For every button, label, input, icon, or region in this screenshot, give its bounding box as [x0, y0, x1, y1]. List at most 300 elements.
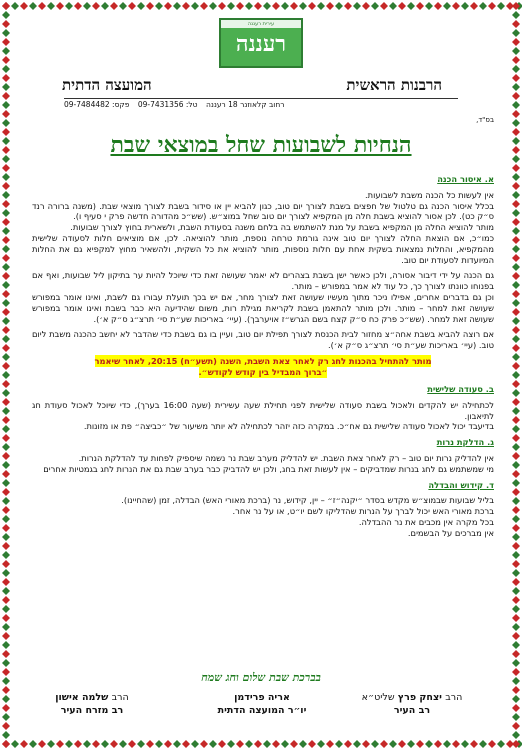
border-diamond — [497, 2, 505, 10]
logo-top-line: עירית רעננה — [221, 20, 301, 28]
border-diamond — [512, 236, 520, 244]
border-diamond — [164, 740, 172, 748]
sig-prefix: הרב — [111, 692, 129, 703]
border-diamond — [2, 479, 10, 487]
border-diamond — [2, 425, 10, 433]
border-diamond — [512, 722, 520, 730]
border-diamond — [512, 254, 520, 262]
border-diamond — [512, 596, 520, 604]
border-diamond — [2, 83, 10, 91]
border-diamond — [2, 695, 10, 703]
border-diamond — [2, 227, 10, 235]
section-d-paragraph: בכל מקרה אין מכבים את נר ההבדלה. — [358, 516, 494, 527]
border-diamond — [2, 515, 10, 523]
highlight-notice — [32, 356, 494, 378]
border-diamond — [2, 470, 10, 478]
border-diamond — [128, 740, 136, 748]
border-diamond — [182, 2, 190, 10]
border-diamond — [452, 740, 460, 748]
border-diamond — [11, 2, 19, 10]
border-diamond — [2, 650, 10, 658]
border-diamond — [512, 497, 520, 505]
border-diamond — [2, 641, 10, 649]
border-diamond — [2, 200, 10, 208]
border-diamond — [362, 740, 370, 748]
border-diamond — [425, 740, 433, 748]
border-diamond — [2, 461, 10, 469]
border-diamond — [146, 2, 154, 10]
border-diamond — [2, 317, 10, 325]
border-diamond — [512, 587, 520, 595]
border-diamond — [479, 740, 487, 748]
border-diamond — [290, 740, 298, 748]
closing-blessing: בברכת שבת שלום וחג שמח — [201, 671, 321, 684]
border-diamond — [29, 740, 37, 748]
border-diamond — [2, 389, 10, 397]
raanana-logo — [219, 18, 303, 68]
border-diamond — [299, 740, 307, 748]
border-diamond — [512, 740, 520, 748]
highlight-line-2: ״ברוך המבדיל בין קודש לקודש״. — [198, 366, 328, 377]
border-diamond — [83, 2, 91, 10]
border-diamond — [2, 731, 10, 739]
border-diamond — [254, 740, 262, 748]
border-diamond — [191, 740, 199, 748]
border-diamond — [191, 2, 199, 10]
signature-rabbi-ishon — [32, 692, 152, 716]
border-diamond — [2, 722, 10, 730]
border-diamond — [92, 740, 100, 748]
border-diamond — [512, 425, 520, 433]
border-diamond — [101, 740, 109, 748]
border-diamond — [2, 20, 10, 28]
section-a-paragraph: מותר להוציא החלה מן המקפיא בשבת על מנת להשתמש בה בלחם משנה בסעודת השבת, ולשארית בחוץ לצורך שבועות. — [70, 222, 494, 233]
border-diamond — [281, 2, 289, 10]
border-diamond — [209, 2, 217, 10]
signature-rabbi-peretz — [342, 692, 482, 716]
border-diamond — [488, 740, 496, 748]
border-diamond — [512, 560, 520, 568]
border-diamond — [512, 389, 520, 397]
border-diamond — [443, 740, 451, 748]
border-diamond — [2, 398, 10, 406]
border-diamond — [2, 524, 10, 532]
section-a-paragraph: בכלל איסור הכנה גם טלטול של חפצים בשבת לצורך יום טוב, כגון להביא יין או סידור בשבת לצורך מוצאי שבת. (משנה ברורה רנד ס״ק כט). לכן אסור להוציא בשבת חלה מן המקפיא לצורך יום טוב שחל במוצ״ש. (שש״כ מהדורה חדשה פרק י סעיף ו). — [32, 200, 494, 222]
border-diamond — [2, 659, 10, 667]
border-diamond — [299, 2, 307, 10]
border-diamond — [416, 2, 424, 10]
decorative-border-right — [510, 0, 522, 750]
border-diamond — [65, 2, 73, 10]
rabbinate-title: הרבנות הראשית — [346, 76, 442, 94]
border-diamond — [173, 740, 181, 748]
border-diamond — [2, 182, 10, 190]
border-diamond — [2, 191, 10, 199]
border-diamond — [101, 2, 109, 10]
border-diamond — [512, 164, 520, 172]
border-diamond — [218, 2, 226, 10]
border-diamond — [110, 740, 118, 748]
border-diamond — [497, 740, 505, 748]
border-diamond — [512, 461, 520, 469]
border-diamond — [2, 299, 10, 307]
border-diamond — [512, 353, 520, 361]
border-diamond — [512, 344, 520, 352]
border-diamond — [2, 632, 10, 640]
border-diamond — [47, 740, 55, 748]
border-diamond — [2, 209, 10, 217]
border-diamond — [272, 2, 280, 10]
border-diamond — [512, 470, 520, 478]
border-diamond — [137, 740, 145, 748]
border-diamond — [2, 2, 10, 10]
border-diamond — [155, 740, 163, 748]
border-diamond — [173, 2, 181, 10]
border-diamond — [371, 2, 379, 10]
border-diamond — [389, 740, 397, 748]
border-diamond — [2, 578, 10, 586]
border-diamond — [83, 740, 91, 748]
border-diamond — [2, 245, 10, 253]
border-diamond — [281, 740, 289, 748]
document-title: הנחיות לשבועות שחל במוצאי שבת — [110, 132, 412, 158]
sig-role: רב מזרח העיר — [60, 705, 124, 716]
border-diamond — [512, 659, 520, 667]
section-b-heading: ב. סעודה שלישית — [427, 383, 494, 394]
border-diamond — [398, 2, 406, 10]
border-diamond — [512, 74, 520, 82]
border-diamond — [20, 740, 28, 748]
border-diamond — [2, 533, 10, 541]
section-a-heading: א. איסור הכנה — [437, 174, 494, 184]
section-a-paragraph: גם הכנה על ידי דיבור אסורה, ולכן כאשר ישן בשבת בצהרים לא יאמר שעושה זאת כדי שיוכל להיות ער בתיקון ליל שבועות, ואף אם בפנוחו כוונתו לצורך כך, כל עוד לא אמר במפורש – מותר. — [32, 270, 494, 292]
border-diamond — [155, 2, 163, 10]
border-diamond — [344, 740, 352, 748]
border-diamond — [512, 335, 520, 343]
border-diamond — [263, 740, 271, 748]
border-diamond — [512, 407, 520, 415]
border-diamond — [2, 254, 10, 262]
border-diamond — [263, 2, 271, 10]
sig-name: אריה פרידמן — [234, 692, 290, 703]
decorative-border-bottom — [0, 738, 522, 750]
border-diamond — [512, 209, 520, 217]
border-diamond — [2, 11, 10, 19]
border-diamond — [512, 146, 520, 154]
border-diamond — [512, 623, 520, 631]
border-diamond — [2, 740, 10, 748]
sig-role: יו״ר המועצה הדתית — [217, 705, 307, 716]
border-diamond — [512, 614, 520, 622]
border-diamond — [92, 2, 100, 10]
border-diamond — [512, 488, 520, 496]
border-diamond — [218, 740, 226, 748]
border-diamond — [2, 506, 10, 514]
border-diamond — [512, 290, 520, 298]
border-diamond — [461, 2, 469, 10]
border-diamond — [512, 479, 520, 487]
section-c-paragraph: מי שמשתמש גם לחג בנרות שמדביקים – אין לעשות זאת בחג, ולכן יש להדביק כבר בערב שבת גם את הנרות לחג בגמטיות אחרים — [43, 463, 494, 474]
border-diamond — [209, 740, 217, 748]
border-diamond — [512, 632, 520, 640]
border-diamond — [512, 506, 520, 514]
border-diamond — [200, 740, 208, 748]
religious-council-title: המועצה הדתית — [62, 76, 152, 94]
border-diamond — [512, 371, 520, 379]
section-d-paragraph: ברכת מאורי האש יכול לברך על הנרות שהדליקו לשם יו״ט, או על נר אחר. — [232, 506, 494, 517]
border-diamond — [2, 155, 10, 163]
border-diamond — [2, 173, 10, 181]
border-diamond — [119, 2, 127, 10]
border-diamond — [308, 2, 316, 10]
border-diamond — [2, 119, 10, 127]
border-diamond — [512, 686, 520, 694]
border-diamond — [512, 56, 520, 64]
section-c-heading: ג. הדלקת נרות — [436, 437, 494, 448]
border-diamond — [488, 2, 496, 10]
border-diamond — [512, 443, 520, 451]
border-diamond — [2, 623, 10, 631]
border-diamond — [2, 488, 10, 496]
border-diamond — [512, 191, 520, 199]
border-diamond — [326, 740, 334, 748]
highlight-line-1: מותר להתחיל בהכנות לחג רק לאחר צאת השבת, השנה (תשע״ח) 20:15, לאחר שיאמר — [94, 355, 432, 366]
border-diamond — [2, 65, 10, 73]
border-diamond — [2, 371, 10, 379]
border-diamond — [2, 713, 10, 721]
border-diamond — [512, 65, 520, 73]
border-diamond — [380, 2, 388, 10]
border-diamond — [2, 344, 10, 352]
border-diamond — [353, 740, 361, 748]
border-diamond — [407, 2, 415, 10]
border-diamond — [2, 362, 10, 370]
sig-prefix: הרב — [445, 692, 463, 703]
border-diamond — [512, 452, 520, 460]
border-diamond — [236, 740, 244, 748]
address: רחוב קלאוזנר 18 רעננה — [205, 100, 285, 109]
border-diamond — [2, 92, 10, 100]
border-diamond — [2, 452, 10, 460]
border-diamond — [2, 407, 10, 415]
bsd-mark: בס"ד, — [476, 116, 494, 124]
border-diamond — [470, 740, 478, 748]
border-diamond — [146, 740, 154, 748]
border-diamond — [512, 713, 520, 721]
border-diamond — [512, 38, 520, 46]
border-diamond — [512, 569, 520, 577]
border-diamond — [326, 2, 334, 10]
border-diamond — [2, 443, 10, 451]
border-diamond — [512, 263, 520, 271]
border-diamond — [2, 272, 10, 280]
border-diamond — [512, 2, 520, 10]
border-diamond — [512, 434, 520, 442]
border-diamond — [512, 668, 520, 676]
border-diamond — [272, 740, 280, 748]
section-b-paragraph: בדיעבד יכול לאכול סעודה שלישית גם אח״כ. במקרה כזה יזהר לכתחילה לא יותר משיעור של ״כביצה״ פת או מזונות. — [83, 421, 494, 432]
border-diamond — [512, 578, 520, 586]
border-diamond — [512, 308, 520, 316]
border-diamond — [2, 380, 10, 388]
border-diamond — [512, 20, 520, 28]
border-diamond — [56, 2, 64, 10]
border-diamond — [227, 740, 235, 748]
border-diamond — [512, 227, 520, 235]
border-diamond — [512, 704, 520, 712]
border-diamond — [512, 326, 520, 334]
border-diamond — [308, 740, 316, 748]
sig-name: יצחק פרץ — [397, 692, 442, 703]
border-diamond — [512, 362, 520, 370]
border-diamond — [11, 740, 19, 748]
border-diamond — [2, 146, 10, 154]
border-diamond — [2, 668, 10, 676]
letterhead — [22, 76, 500, 92]
section-c-paragraph: אין להדליק נרות יום טוב – רק לאחר צאת השבת. יש להדליק מערב שבת נר נשמה שיספיק לפחות עד להדלקת הנרות. — [78, 452, 494, 463]
signature-friedman — [177, 692, 347, 716]
border-diamond — [74, 2, 82, 10]
border-diamond — [74, 740, 82, 748]
border-diamond — [434, 2, 442, 10]
section-a-paragraph: וכן גם בדברים אחרים, אפילו ניכר מתוך מעשיו שעושה זאת לצורך מחר, אם יש בכך תועלת עבורו גם לשבת, ואינו אומר במפורש שעושה זאת למחר – מותר. ולכן מותר להתאמן בשבת לקריאת מגילת רות, משום שהידיעה היא כבר בשבת ואינו אומר במפורש שעושה זאת למחר. (שש״כ פרק כח ס״ק קצח בשם הגרש״ז אויערבך). (עיי׳ באריכות שע״ת סי׳ תרצ״ג ס״ק א׳). — [32, 291, 494, 324]
border-diamond — [470, 2, 478, 10]
border-diamond — [2, 686, 10, 694]
border-diamond — [512, 398, 520, 406]
border-diamond — [512, 173, 520, 181]
border-diamond — [353, 2, 361, 10]
border-diamond — [512, 182, 520, 190]
border-diamond — [2, 335, 10, 343]
border-diamond — [2, 704, 10, 712]
border-diamond — [110, 2, 118, 10]
section-b-paragraph: לכתחילה יש להקדים ולאכול בשבת סעודה שלישית לפני תחילת שעה עשירית (שעה 16:00 בערך), כדי שיוכל לאכול סעודת חג לתיאבון. — [32, 399, 494, 421]
border-diamond — [2, 29, 10, 37]
border-diamond — [2, 128, 10, 136]
section-a-paragraph: אם רוצה להביא בשבת אחה״צ מחזור לבית הכנסת לצורך תפילת יום טוב, ועיין בו גם בשבת כדי שהדבר לא יחשב כהכנה משבת ליום טוב. (עיי׳ באריכות שע״ת סי׳ תרצ״ג ס״ק א׳). — [32, 329, 494, 351]
border-diamond — [2, 569, 10, 577]
border-diamond — [2, 677, 10, 685]
border-diamond — [29, 2, 37, 10]
border-diamond — [398, 740, 406, 748]
border-diamond — [512, 524, 520, 532]
border-diamond — [512, 677, 520, 685]
section-d-heading: ד. קידוש והבדלה — [428, 479, 494, 490]
border-diamond — [290, 2, 298, 10]
border-diamond — [512, 533, 520, 541]
border-diamond — [2, 551, 10, 559]
border-diamond — [2, 236, 10, 244]
section-a-paragraph: אין לעשות כל הכנה משבת לשבועות. — [365, 189, 494, 200]
border-diamond — [512, 218, 520, 226]
border-diamond — [2, 434, 10, 442]
border-diamond — [371, 740, 379, 748]
border-diamond — [512, 551, 520, 559]
border-diamond — [2, 263, 10, 271]
border-diamond — [182, 740, 190, 748]
decorative-border-left — [0, 0, 12, 750]
border-diamond — [2, 101, 10, 109]
border-diamond — [512, 650, 520, 658]
border-diamond — [2, 326, 10, 334]
border-diamond — [47, 2, 55, 10]
section-d-paragraph: אין מברכים על הבשמים. — [407, 527, 494, 538]
border-diamond — [2, 164, 10, 172]
border-diamond — [479, 2, 487, 10]
border-diamond — [512, 317, 520, 325]
border-diamond — [2, 290, 10, 298]
sig-name: שלמה אישון — [55, 692, 109, 703]
border-diamond — [119, 740, 127, 748]
border-diamond — [512, 11, 520, 19]
border-diamond — [452, 2, 460, 10]
border-diamond — [236, 2, 244, 10]
border-diamond — [512, 605, 520, 613]
fax: פקס: 09-7484482 — [64, 100, 130, 109]
border-diamond — [335, 2, 343, 10]
border-diamond — [2, 416, 10, 424]
logo-name: רעננה — [235, 31, 287, 57]
border-diamond — [512, 137, 520, 145]
border-diamond — [512, 695, 520, 703]
border-diamond — [512, 731, 520, 739]
border-diamond — [512, 542, 520, 550]
border-diamond — [128, 2, 136, 10]
border-diamond — [65, 740, 73, 748]
border-diamond — [425, 2, 433, 10]
section-a-paragraph: כמו״כ, אם הוצאת החלה לצורך יום טוב אינה גורמת טרחה נוספת, מותר להוציאה. לכן, אם מוציאים חלות לסעודה שלישית מהמקפיא, והחלות נמצאות בשקית אחת עם חלות נוספות, מותר להוציא את כל השקית, ולהשאיר מחוץ למקפיא גם את החלות המיועדות לסעודת יום טוב. — [32, 232, 494, 265]
border-diamond — [317, 2, 325, 10]
border-diamond — [2, 56, 10, 64]
border-diamond — [512, 83, 520, 91]
border-diamond — [512, 29, 520, 37]
border-diamond — [335, 740, 343, 748]
border-diamond — [512, 416, 520, 424]
border-diamond — [2, 110, 10, 118]
border-diamond — [512, 200, 520, 208]
border-diamond — [416, 740, 424, 748]
border-diamond — [2, 542, 10, 550]
border-diamond — [2, 353, 10, 361]
border-diamond — [245, 740, 253, 748]
border-diamond — [2, 560, 10, 568]
border-diamond — [2, 596, 10, 604]
border-diamond — [2, 614, 10, 622]
border-diamond — [512, 299, 520, 307]
border-diamond — [2, 605, 10, 613]
border-diamond — [389, 2, 397, 10]
border-diamond — [227, 2, 235, 10]
border-diamond — [56, 740, 64, 748]
border-diamond — [380, 740, 388, 748]
border-diamond — [2, 137, 10, 145]
section-d-paragraph: בליל שבועות שבמוצ״ש מקדש בסדר ״יקנה״ז״ – יין, קידוש, נר (ברכת מאורי האש) הבדלה, זמן (שהחיינו). — [121, 495, 494, 506]
border-diamond — [512, 641, 520, 649]
border-diamond — [2, 218, 10, 226]
border-diamond — [2, 587, 10, 595]
border-diamond — [254, 2, 262, 10]
border-diamond — [137, 2, 145, 10]
border-diamond — [164, 2, 172, 10]
border-diamond — [512, 272, 520, 280]
border-diamond — [512, 515, 520, 523]
border-diamond — [407, 740, 415, 748]
document-body — [32, 174, 494, 544]
border-diamond — [2, 281, 10, 289]
border-diamond — [317, 740, 325, 748]
sig-role: רב העיר — [393, 705, 431, 716]
decorative-border-top — [0, 0, 522, 12]
